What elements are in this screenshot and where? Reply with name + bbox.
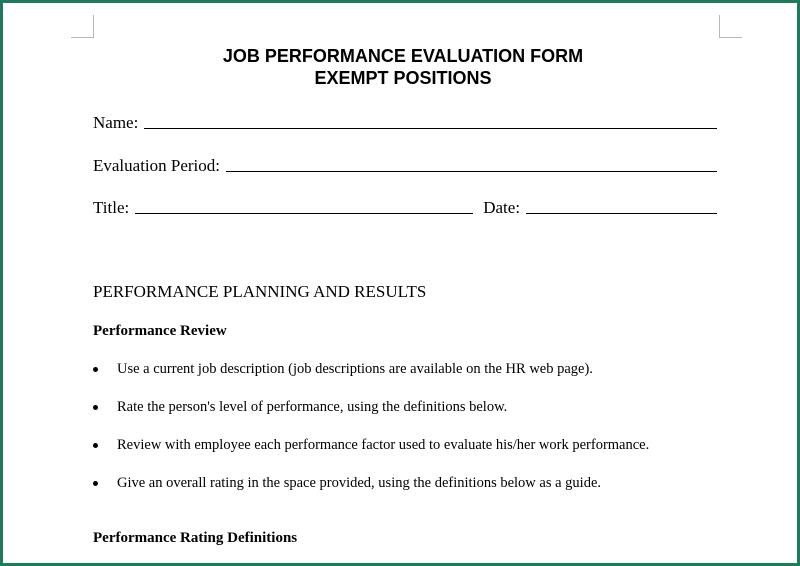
date-field[interactable]	[526, 195, 717, 214]
title-label: Title:	[93, 198, 130, 217]
list-item-text: Use a current job description (job descriptions are available on the HR web page).	[117, 361, 593, 377]
name-field[interactable]	[144, 110, 717, 129]
bullet-icon	[93, 443, 98, 448]
title-field[interactable]	[135, 195, 473, 214]
rating-definitions-heading: Performance Rating Definitions	[93, 530, 298, 546]
evaluation-period-field[interactable]	[226, 153, 717, 172]
name-field-row	[93, 109, 717, 133]
bullet-icon	[93, 405, 98, 410]
list-item-text: Give an overall rating in the space provided, using the definitions below as a guide.	[117, 475, 602, 491]
name-label: Name:	[93, 113, 139, 132]
performance-review-heading: Performance Review	[93, 323, 227, 339]
title-date-field-row	[93, 194, 717, 218]
page-corner-mark-top-right	[719, 15, 742, 38]
evaluation-period-field-row	[93, 152, 717, 176]
evaluation-period-label: Evaluation Period:	[93, 156, 221, 175]
page-corner-mark-top-left	[71, 15, 94, 38]
date-label: Date:	[483, 198, 521, 217]
form-title: JOB PERFORMANCE EVALUATION FORM	[222, 46, 584, 66]
form-subtitle: EXEMPT POSITIONS	[314, 68, 492, 88]
bullet-icon	[93, 481, 98, 486]
bullet-icon	[93, 367, 98, 372]
list-item-text: Rate the person's level of performance, using the definitions below.	[117, 399, 508, 415]
list-item-text: Review with employee each performance factor used to evaluate his/her work performance.	[117, 437, 650, 453]
performance-planning-heading: PERFORMANCE PLANNING AND RESULTS	[93, 282, 427, 301]
